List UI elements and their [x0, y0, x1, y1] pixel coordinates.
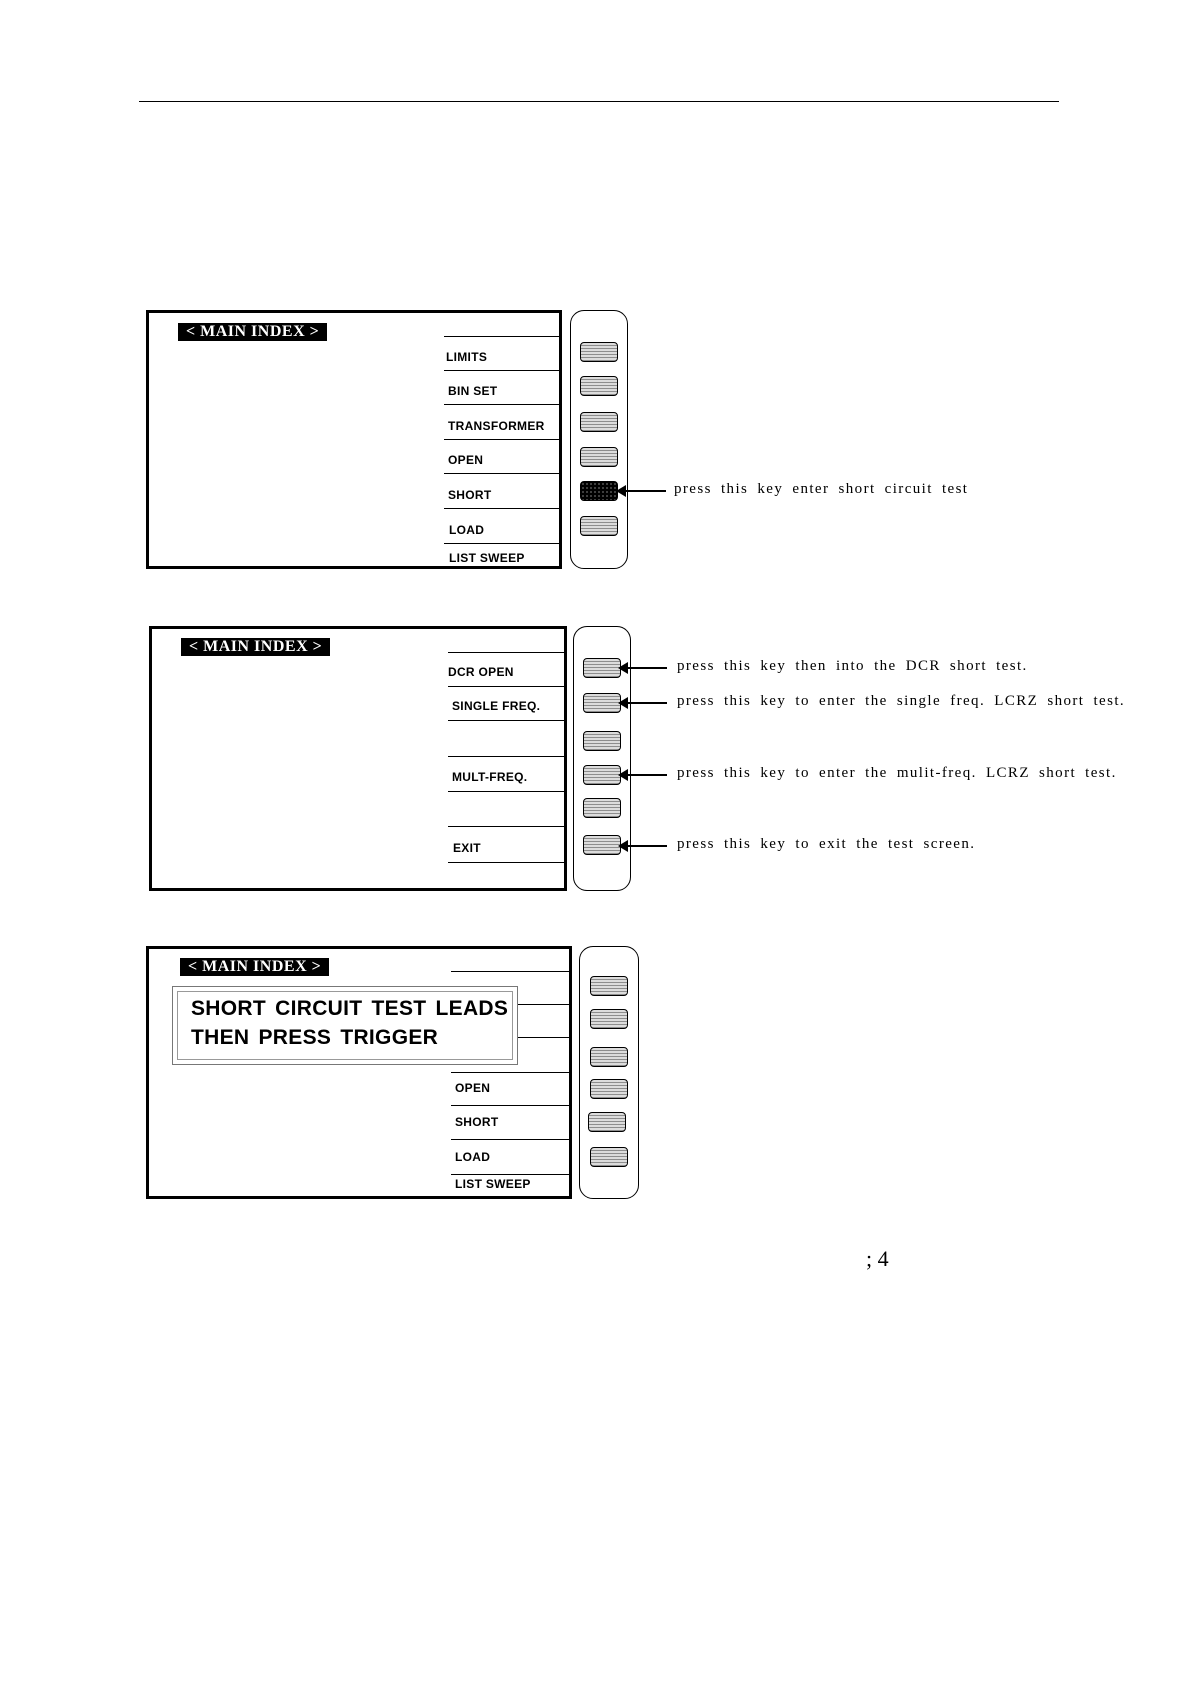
softkey-button-3[interactable]	[580, 412, 618, 432]
softkey-divider	[444, 439, 562, 440]
softkey-divider	[448, 756, 567, 757]
softkey-divider	[451, 1105, 572, 1106]
softkey-label-single-freq: SINGLE FREQ.	[452, 699, 541, 713]
menu-title: < MAIN INDEX >	[178, 323, 327, 341]
softkey-button-2[interactable]	[590, 1009, 628, 1029]
softkey-label-bin-set: BIN SET	[448, 384, 498, 398]
softkey-label-exit: EXIT	[453, 841, 481, 855]
softkey-column	[444, 313, 562, 569]
softkey-divider	[444, 508, 562, 509]
softkey-button-load[interactable]	[590, 1147, 628, 1167]
arrow-left-icon	[618, 490, 666, 492]
softkey-divider	[448, 720, 567, 721]
softkey-divider	[451, 971, 572, 972]
header-rule	[139, 101, 1059, 102]
softkey-divider	[444, 336, 562, 337]
softkey-button-short[interactable]	[588, 1112, 626, 1132]
softkey-label-short: SHORT	[448, 488, 492, 502]
softkey-button-open[interactable]	[590, 1079, 628, 1099]
softkey-divider	[451, 1072, 572, 1073]
softkey-label-open: OPEN	[448, 453, 484, 467]
softkey-button-1[interactable]	[590, 976, 628, 996]
softkey-divider	[444, 404, 562, 405]
arrow-left-icon	[620, 702, 667, 704]
annotation-short-key: press this key enter short circuit test	[674, 481, 969, 497]
softkey-divider	[444, 370, 562, 371]
arrow-left-icon	[620, 845, 667, 847]
softkey-button-exit[interactable]	[583, 835, 621, 855]
softkey-divider	[448, 862, 567, 863]
annotation-single-freq-key: press this key to enter the single freq. LCRZ short test.	[677, 693, 1126, 709]
softkey-label-short: SHORT	[455, 1115, 499, 1129]
page-number: ; 4	[866, 1246, 889, 1271]
softkey-label-load: LOAD	[449, 523, 485, 537]
softkey-button-2[interactable]	[580, 376, 618, 396]
softkey-label-transformer: TRANSFORMER	[448, 419, 545, 433]
softkey-button-single-freq[interactable]	[583, 693, 621, 713]
annotation-exit-key: press this key to exit the test screen.	[677, 836, 976, 852]
menu-title: < MAIN INDEX >	[180, 958, 329, 976]
softkey-divider	[448, 826, 567, 827]
softkey-label-load: LOAD	[455, 1150, 491, 1164]
softkey-label-list-sweep: LIST SWEEP	[455, 1177, 531, 1191]
softkey-divider	[448, 652, 567, 653]
arrow-left-icon	[620, 774, 667, 776]
lcd-screen-main-index	[146, 310, 562, 569]
softkey-button-3[interactable]	[583, 731, 621, 751]
softkey-button-3[interactable]	[590, 1047, 628, 1067]
softkey-button-6[interactable]	[580, 516, 618, 536]
annotation-mult-freq-key: press this key to enter the mulit-freq. LCRZ short test.	[677, 765, 1117, 781]
softkey-divider	[448, 791, 567, 792]
softkey-button-4[interactable]	[580, 447, 618, 467]
softkey-button-5[interactable]	[583, 798, 621, 818]
softkey-button-short-pressed[interactable]	[580, 481, 618, 501]
menu-title: < MAIN INDEX >	[181, 638, 330, 656]
prompt-message-box	[172, 986, 518, 1065]
lcd-screen-short-menu	[149, 626, 567, 891]
prompt-line-1: SHORT CIRCUIT TEST LEADS	[191, 997, 509, 1020]
annotation-dcr-key: press this key then into the DCR short test.	[677, 658, 1028, 674]
lcd-screen-short-prompt	[146, 946, 572, 1199]
softkey-column	[448, 629, 567, 891]
softkey-divider	[444, 543, 562, 544]
softkey-label-list-sweep: LIST SWEEP	[449, 551, 525, 565]
softkey-divider	[451, 1174, 572, 1175]
softkey-label-open: OPEN	[455, 1081, 491, 1095]
softkey-button-dcr-open[interactable]	[583, 658, 621, 678]
arrow-left-icon	[620, 667, 667, 669]
softkey-divider	[448, 686, 567, 687]
softkey-label-mult-freq: MULT-FREQ.	[452, 770, 528, 784]
softkey-label-dcr-open: DCR OPEN	[448, 665, 514, 679]
softkey-divider	[444, 473, 562, 474]
softkey-divider	[451, 1139, 572, 1140]
prompt-line-2: THEN PRESS TRIGGER	[191, 1026, 439, 1049]
softkey-button-1[interactable]	[580, 342, 618, 362]
softkey-label-limits: LIMITS	[446, 350, 488, 364]
softkey-button-mult-freq[interactable]	[583, 765, 621, 785]
